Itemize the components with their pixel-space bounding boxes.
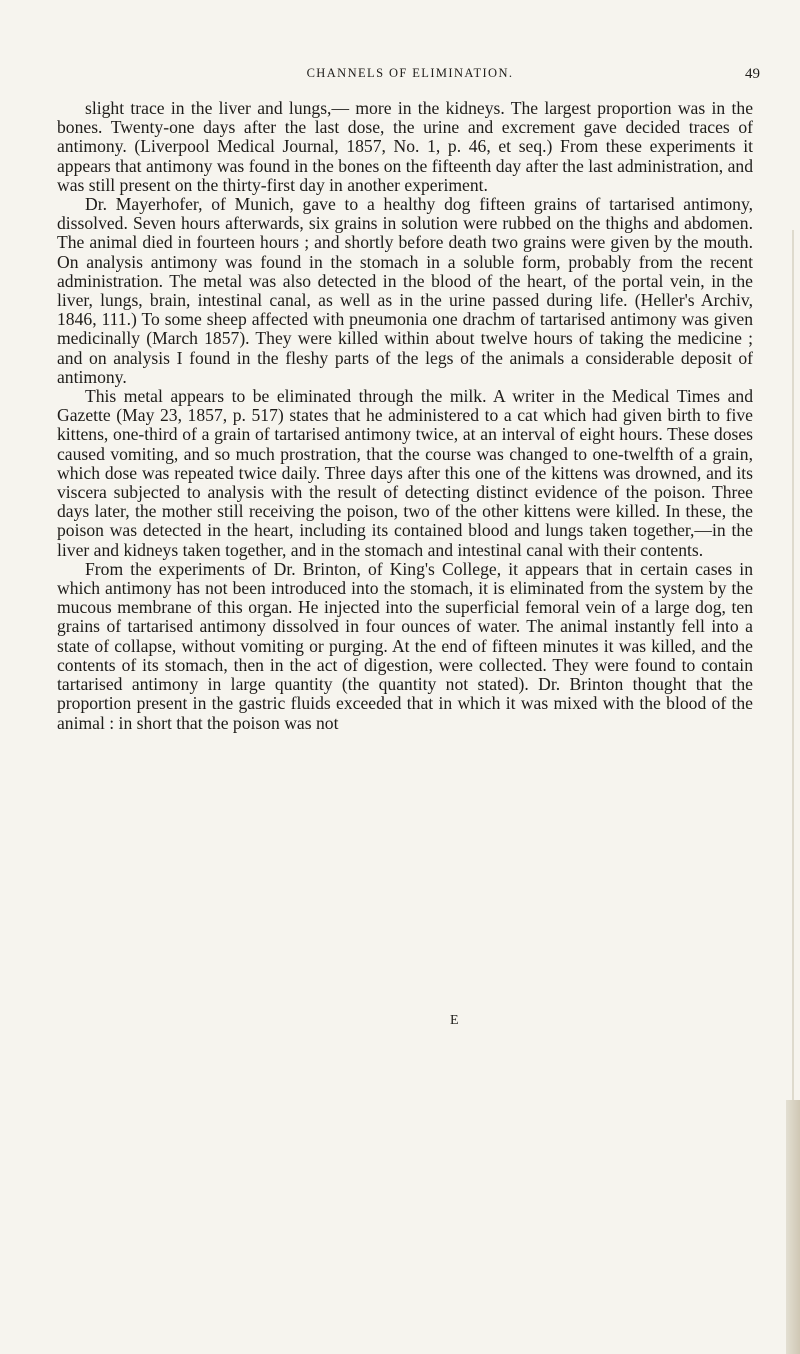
body-text	[57, 99, 753, 733]
paragraph: This metal appears to be eliminated through the milk. A writer in the Medical Times and Gazette (May 23, 1857, p. 517) states that he administered to a cat which had given birth to five kittens, one-third of a grain of tartarised antimony twice, at an interval of eight hours. These doses caused vomiting, and so much prostration, that the course was changed to one-twelfth of a grain, which dose was repeated twice daily. Three days after this one of the kittens was drowned, and its viscera subjected to analysis with the result of detecting distinct evidence of the poison. Three days later, the mother still receiving the poison, two of the other kittens were killed. In these, the poison was detected in the heart, including its contained blood and lungs taken together,—in the liver and kidneys taken together, and in the stomach and intestinal canal with their contents.	[57, 386, 753, 560]
signature-mark: E	[450, 1013, 459, 1028]
page-edge	[786, 1100, 800, 1354]
paragraph: Dr. Mayerhofer, of Munich, gave to a healthy dog fifteen grains of tartarised antimony, dissolved. Seven hours afterwards, six grains in solution were rubbed on the thighs and abdomen. The animal died in fourteen hours ; and shortly before death two grains were given by the mouth. On analysis antimony was found in the stomach in a soluble form, probably from the recent administration. The metal was also detected in the blood of the heart, of the portal vein, in the liver, lungs, brain, intestinal canal, as well as in the urine passed during life. (Heller's Archiv, 1846, 111.) To some sheep affected with pneumonia one drachm of tartarised antimony was given medicinally (March 1857). They were killed within about twelve hours of taking the medicine ; and on analysis I found in the fleshy parts of the legs of the animals a considerable deposit of antimony.	[57, 194, 753, 387]
paragraph: slight trace in the liver and lungs,— more in the kidneys. The largest proportion was in the bones. Twenty-one days after the last dose, the urine and excrement gave decided traces of antimony. (Liverpool Medical Journal, 1857, No. 1, p. 46, et seq.) From these experiments it appears that antimony was found in the bones on the fifteenth day after the last administration, and was still present on the thirty-first day in another experiment.	[57, 98, 753, 195]
paragraph: From the experiments of Dr. Brinton, of King's College, it appears that in certain cases in which antimony has not been introduced into the stomach, it is eliminated from the system by the mucous membrane of this organ. He injected into the superficial femoral vein of a large dog, ten grains of tartarised antimony dissolved in four ounces of water. The animal instantly fell into a state of collapse, without vomiting or purging. At the end of fifteen minutes it was killed, and the contents of its stomach, then in the act of digestion, were collected. They were found to contain tartarised antimony in large quantity (the quantity not stated). Dr. Brinton thought that the proportion present in the gastric fluids exceeded that in which it was mixed with the blood of the animal : in short that the poison was not	[57, 558, 753, 733]
page-header	[60, 66, 760, 92]
running-head: CHANNELS OF ELIMINATION.	[306, 66, 514, 80]
page-number: 49	[745, 66, 760, 82]
